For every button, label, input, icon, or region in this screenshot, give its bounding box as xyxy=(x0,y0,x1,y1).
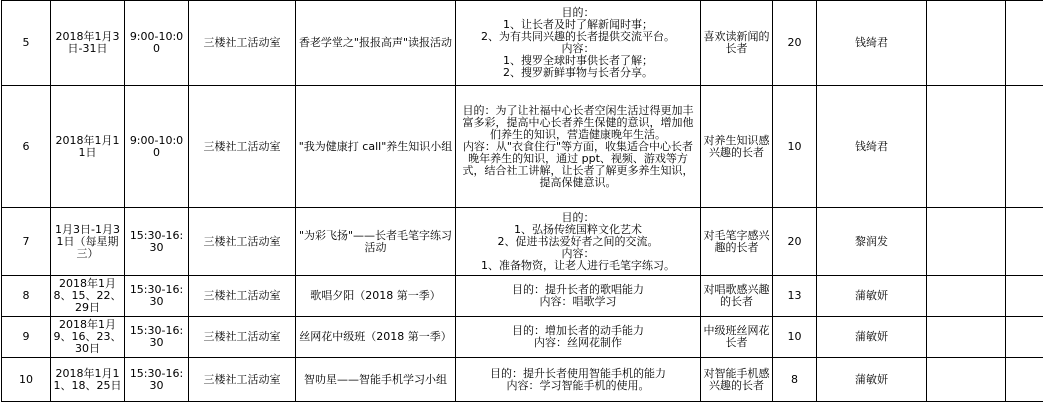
content-line: 内容：从"衣食住行"等方面，收集适合中心长者晚年养生的知识，通过 ppt、视频、游戏等方式，结合社工讲解，让长者了解更多养生知识，提高保健意识。 xyxy=(462,139,694,189)
activity-target: 对毛笔字感兴趣的长者 xyxy=(701,208,773,276)
row-number: 5 xyxy=(2,1,51,86)
content-line: 目的：提升长者的歌唱能力 xyxy=(512,283,644,296)
row-number: 9 xyxy=(2,317,51,358)
activity-name: 歌唱夕阳（2018 第一季） xyxy=(296,276,456,317)
activity-place: 三楼社工活动室 xyxy=(189,276,296,317)
activity-content xyxy=(456,208,701,276)
empty-cell xyxy=(927,208,1006,276)
activity-leader: 黎润发 xyxy=(817,208,927,276)
activity-target: 喜欢读新闻的长者 xyxy=(701,1,773,86)
activity-content xyxy=(456,317,701,358)
activity-place: 三楼社工活动室 xyxy=(189,86,296,208)
content-line: 内容：学习智能手机的使用。 xyxy=(506,378,650,392)
empty-cell xyxy=(1006,358,1043,402)
table-row xyxy=(2,86,1043,208)
activity-schedule-table xyxy=(1,0,1043,402)
content-line: 目的：增加长者的动手能力 xyxy=(512,324,644,337)
activity-target: 对养生知识感兴趣的长者 xyxy=(701,86,773,208)
empty-cell xyxy=(1006,1,1043,86)
activity-date: 2018年1月11日 xyxy=(51,86,125,208)
empty-cell xyxy=(927,276,1006,317)
activity-name: "我为健康打 call"养生知识小组 xyxy=(296,86,456,208)
content-line: 内容：丝网花制作 xyxy=(534,336,622,349)
content-line: 目的：提升长者使用智能手机的能力 xyxy=(490,366,666,380)
empty-cell xyxy=(1006,317,1043,358)
activity-time: 15:30-16:30 xyxy=(125,317,189,358)
table-row xyxy=(2,358,1043,402)
activity-leader: 钱绮君 xyxy=(817,86,927,208)
content-line: 内容： xyxy=(561,246,595,260)
activity-content xyxy=(456,86,701,208)
activity-content xyxy=(456,276,701,317)
row-number: 10 xyxy=(2,358,51,402)
activity-name: 智叻星——智能手机学习小组 xyxy=(296,358,456,402)
activity-content xyxy=(456,1,701,86)
content-line: 1、让长者及时了解新闻时事； xyxy=(503,18,653,31)
content-line: 内容：唱歌学习 xyxy=(539,295,617,308)
activity-date: 2018年1月11、18、25日 xyxy=(51,358,125,402)
table-row xyxy=(2,1,1043,86)
participant-count: 10 xyxy=(773,86,817,208)
empty-cell xyxy=(1006,208,1043,276)
content-line: 2、搜罗新鲜事物与长者分享。 xyxy=(503,66,653,79)
activity-time: 15:30-16:30 xyxy=(125,208,189,276)
content-line: 目的： xyxy=(561,6,595,19)
content-line: 1、搜罗全球时事供长者了解； xyxy=(503,54,653,67)
activity-name: "为彩飞扬"——长者毛笔字练习活动 xyxy=(296,208,456,276)
empty-cell xyxy=(1006,86,1043,208)
activity-time: 15:30-16:30 xyxy=(125,358,189,402)
empty-cell xyxy=(927,1,1006,86)
row-number: 6 xyxy=(2,86,51,208)
content-line: 1、弘扬传统国粹文化艺术 xyxy=(514,222,642,236)
content-line: 目的： xyxy=(561,210,595,224)
table-row xyxy=(2,208,1043,276)
activity-place: 三楼社工活动室 xyxy=(189,358,296,402)
activity-place: 三楼社工活动室 xyxy=(189,1,296,86)
content-line: 目的：为了让社福中心长者空闲生活过得更加丰富多彩，提高中心长者养生保健的意识，增加他们养生的知识，营造健康晚年生活。 xyxy=(462,103,694,141)
content-line: 内容： xyxy=(561,42,595,55)
activity-target: 对唱歌感兴趣的长者 xyxy=(701,276,773,317)
content-line: 2、促进书法爱好者之间的交流。 xyxy=(497,234,659,248)
activity-name: 丝网花中级班（2018 第一季） xyxy=(296,317,456,358)
activity-date: 1月3日-1月31日（每星期三） xyxy=(51,208,125,276)
participant-count: 20 xyxy=(773,1,817,86)
row-number: 7 xyxy=(2,208,51,276)
row-number: 8 xyxy=(2,276,51,317)
activity-place: 三楼社工活动室 xyxy=(189,208,296,276)
activity-place: 三楼社工活动室 xyxy=(189,317,296,358)
participant-count: 13 xyxy=(773,276,817,317)
activity-time: 9:00-10:00 xyxy=(125,1,189,86)
activity-time: 9:00-10:00 xyxy=(125,86,189,208)
activity-leader: 蒲敏妍 xyxy=(817,358,927,402)
activity-leader: 蒲敏妍 xyxy=(817,276,927,317)
activity-date: 2018年1月9、16、23、30日 xyxy=(51,317,125,358)
participant-count: 10 xyxy=(773,317,817,358)
empty-cell xyxy=(1006,276,1043,317)
participant-count: 20 xyxy=(773,208,817,276)
activity-date: 2018年1月8、15、22、29日 xyxy=(51,276,125,317)
empty-cell xyxy=(927,358,1006,402)
activity-content xyxy=(456,358,701,402)
content-line: 1、准备物资，让老人进行毛笔字练习。 xyxy=(481,258,675,272)
table-row xyxy=(2,276,1043,317)
empty-cell xyxy=(927,317,1006,358)
activity-leader: 蒲敏妍 xyxy=(817,317,927,358)
activity-time: 15:30-16:30 xyxy=(125,276,189,317)
activity-leader: 钱绮君 xyxy=(817,1,927,86)
table-row xyxy=(2,317,1043,358)
activity-name: 香老学堂之"报报高声"读报活动 xyxy=(296,1,456,86)
empty-cell xyxy=(927,86,1006,208)
activity-target: 中级班丝网花长者 xyxy=(701,317,773,358)
activity-date: 2018年1月3日-31日 xyxy=(51,1,125,86)
participant-count: 8 xyxy=(773,358,817,402)
activity-target: 对智能手机感兴趣的长者 xyxy=(701,358,773,402)
content-line: 2、为有共同兴趣的长者提供交流平台。 xyxy=(481,30,675,43)
